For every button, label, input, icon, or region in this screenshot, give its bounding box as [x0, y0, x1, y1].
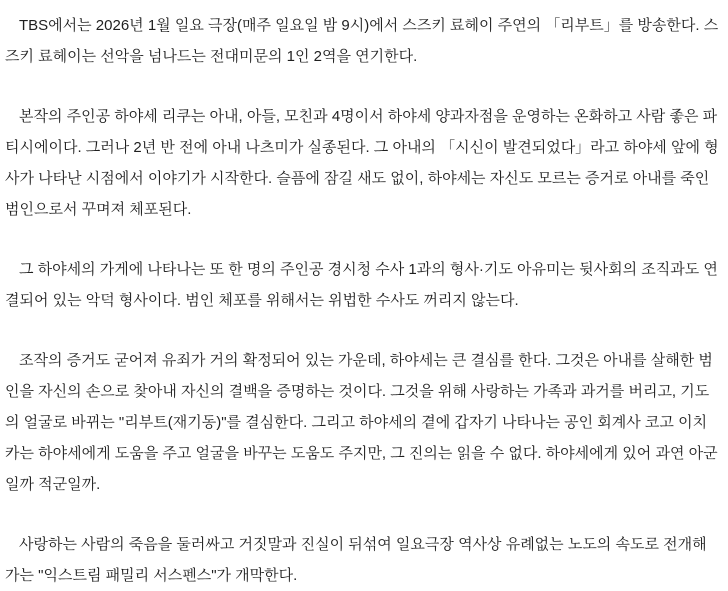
article-paragraph-closing: 사랑하는 사람의 죽음을 둘러싸고 거짓말과 진실이 뒤섞여 일요극장 역사상 유례없는 노도의 속도로 전개해 가는 "익스트림 패밀리 서스펜스"가 개막한다. [5, 536, 707, 584]
article-paragraph-detective-intro: 그 하야세의 가게에 나타나는 또 한 명의 주인공 경시청 수사 1과의 형사·기도 아유미는 뒷사회의 조직과도 연결되어 있는 악덕 형사이다. 범인 체포를 위해서는 위법한 수사도 꺼리지 않는다. [5, 261, 718, 309]
article-paragraph-broadcast-info: TBS에서는 2026년 1월 일요 극장(매주 일요일 밤 9시)에서 스즈키 료헤이 주연의 「리부트」를 방송한다. 스즈키 료헤이는 선악을 넘나드는 전대미문의 1인 2역을 연기한다. [5, 17, 719, 65]
article-paragraph-protagonist-setup: 본작의 주인공 하야세 리쿠는 아내, 아들, 모친과 4명이서 하야세 양과자점을 운영하는 온화하고 사람 좋은 파티시에이다. 그러나 2년 반 전에 아내 나츠미가 실종된다. 그 아내의 「시신이 발견되었다」라고 하야세 앞에 형사가 나타난 시점에서 이야기가 시작한다. 슬픔에 잠길 새도 없이, 하야세는 자신도 모르는 증거로 아내를 죽인 범인으로서 꾸며져 체포된다. [5, 108, 719, 218]
article-paragraph-reboot-decision: 조작의 증거도 굳어져 유죄가 거의 확정되어 있는 가운데, 하야세는 큰 결심를 한다. 그것은 아내를 살해한 범인을 자신의 손으로 찾아내 자신의 결백을 증명하는 것이다. 그것을 위해 사랑하는 가족과 과거를 버리고, 기도의 얼굴로 바뀌는 "리부트(재기동)"를 결심한다. 그리고 하야세의 곁에 갑자기 나타나는 공인 회계사 코고 이치카는 하야세에게 도움을 주고 얼굴을 바꾸는 도움도 주지만, 그 진의는 읽을 수 없다. 하야세에게 있어 과연 아군일까 적군일까. [5, 352, 718, 493]
